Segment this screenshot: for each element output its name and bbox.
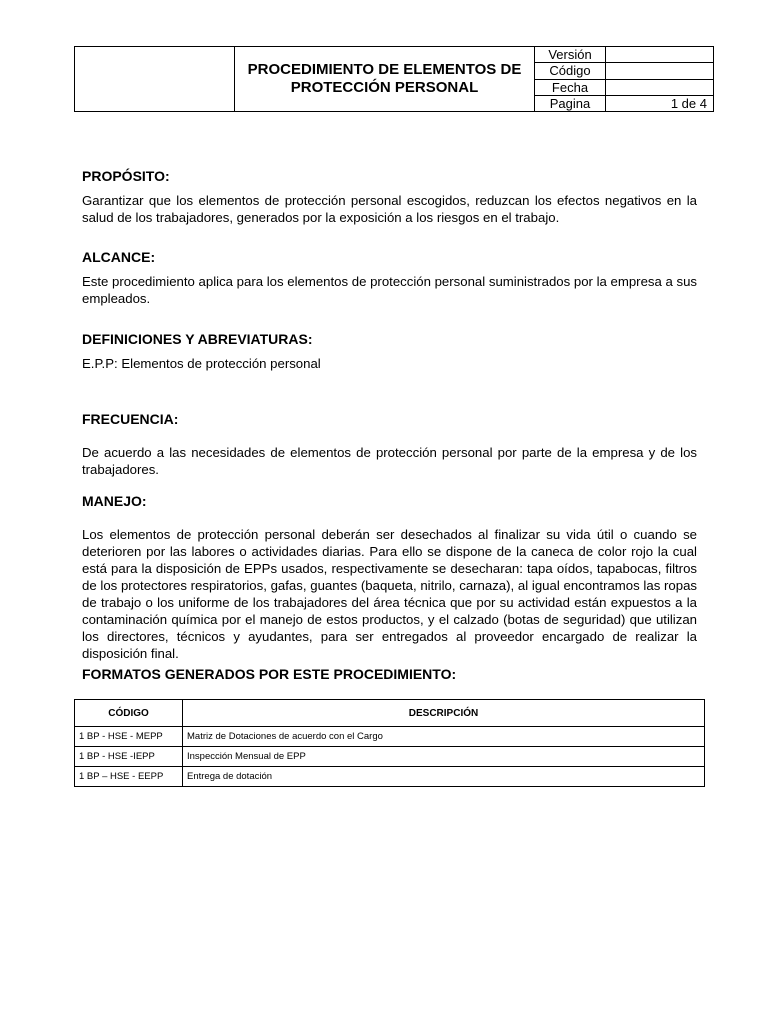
column-header-code: CÓDIGO [75,700,183,727]
section-heading: FORMATOS GENERADOS POR ESTE PROCEDIMIENTO: [82,666,457,682]
section-proposito [82,168,697,226]
table-header-row [75,700,705,727]
document-title: PROCEDIMIENTO DE ELEMENTOS DE PROTECCIÓN PERSONAL [235,47,535,112]
section-heading: FRECUENCIA: [82,411,179,427]
cell-code: 1 BP – HSE - EEPP [75,767,183,787]
section-text: Los elementos de protección personal deberán ser desechados al finalizar su vida útil o cuando se deterioren por las labores o actividades diarias. Para ello se dispone de la caneca de color rojo la cual está para la disposición de EPPs usados, respectivamente se desecharan: tapa oídos, tapabocas, filtros de los protectores respiratorios, gafas, guantes (baqueta, nitrilo, carnaza), al igual encontramos las ropas de trabajo o los uniforme de los trabajadores del área técnica que por su actividad están expuestos a la contaminación química por el manejo de estos productos, y el calzado (botas de seguridad) que utilizan los directores, técnicos y ayudantes, para ser entregados al proveedor encargado de realizar la disposición final. [82,527,697,661]
section-frecuencia [82,411,697,478]
page-value: 1 de 4 [606,95,714,111]
column-header-description: DESCRIPCIÓN [183,700,705,727]
section-definiciones [82,331,697,372]
section-alcance [82,249,697,307]
code-value [606,63,714,79]
cell-description: Entrega de dotación [183,767,705,787]
table-row [75,747,705,767]
section-text: Garantizar que los elementos de protección personal escogidos, reduzcan los efectos negativos en la salud de los trabajadores, generados por la exposición a los riesgos en el trabajo. [82,193,697,225]
cell-description: Inspección Mensual de EPP [183,747,705,767]
date-label: Fecha [535,79,606,95]
version-label: Versión [535,47,606,63]
date-value [606,79,714,95]
section-heading: MANEJO: [82,493,147,509]
formats-table [74,699,705,787]
cell-code: 1 BP - HSE - MEPP [75,727,183,747]
section-heading: ALCANCE: [82,249,156,265]
section-formatos [82,666,697,683]
cell-description: Matriz de Dotaciones de acuerdo con el Cargo [183,727,705,747]
section-manejo [82,493,697,662]
section-heading: PROPÓSITO: [82,168,170,184]
table-row [75,767,705,787]
table-row [75,727,705,747]
section-heading: DEFINICIONES Y ABREVIATURAS: [82,331,313,347]
logo-placeholder [75,47,235,112]
cell-code: 1 BP - HSE -IEPP [75,747,183,767]
page-label: Pagina [535,95,606,111]
section-text: E.P.P: Elementos de protección personal [82,356,321,371]
document-header-table [74,46,714,112]
section-text: Este procedimiento aplica para los elementos de protección personal suministrados por la empresa a sus empleados. [82,274,698,306]
code-label: Código [535,63,606,79]
section-text: De acuerdo a las necesidades de elementos de protección personal por parte de la empresa y de los trabajadores. [82,445,697,477]
version-value [606,47,714,63]
